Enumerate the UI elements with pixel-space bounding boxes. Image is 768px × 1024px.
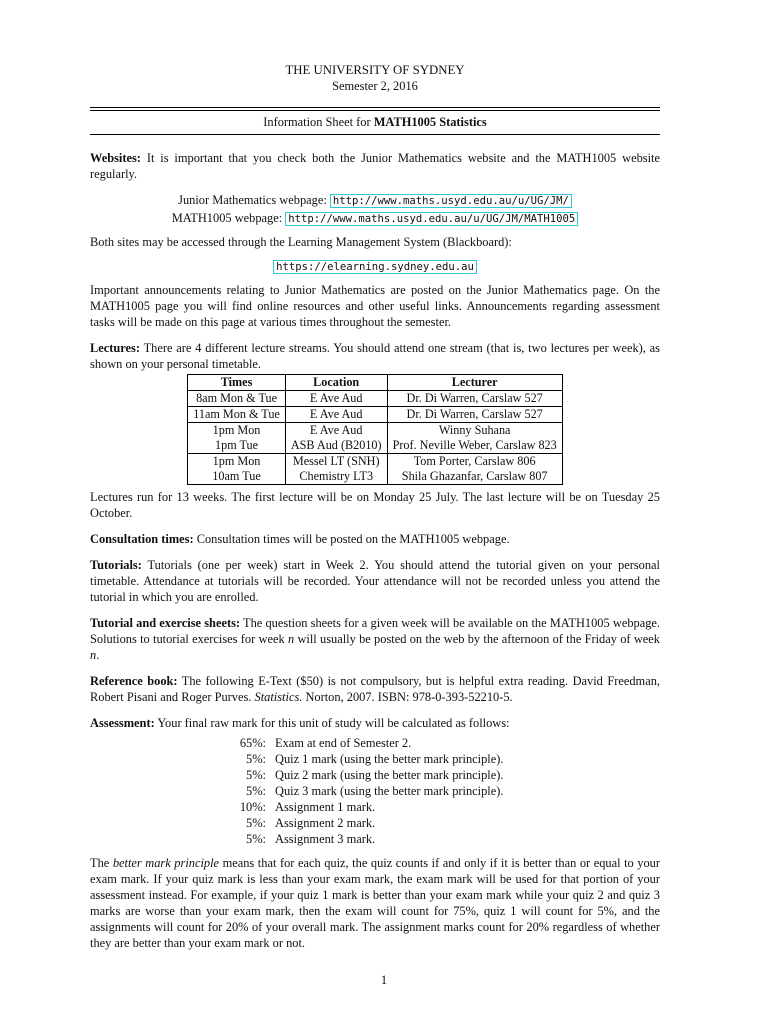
list-item	[222, 799, 660, 815]
assessment-description: Exam at end of Semester 2.	[275, 736, 412, 750]
assessment-description: Quiz 1 mark (using the better mark principle).	[275, 752, 504, 766]
lms-link-row	[90, 258, 660, 276]
assessment-weight: 5%:	[246, 752, 266, 766]
cell-location: E Ave Aud	[285, 423, 387, 439]
cell-times: 1pm Mon	[188, 423, 286, 439]
table-row	[188, 454, 562, 470]
column-header-lecturer: Lecturer	[387, 375, 562, 391]
assessment-description: Quiz 2 mark (using the better mark principle).	[275, 768, 504, 782]
document-page	[90, 62, 660, 961]
sheets-text-b: will usually be posted on the web by the afternoon of the Friday of week	[294, 632, 660, 646]
sheets-text-c: .	[96, 648, 100, 662]
cell-location: ASB Aud (B2010)	[285, 438, 387, 454]
link-row-math1005	[90, 210, 660, 228]
cell-lecturer: Shila Ghazanfar, Carslaw 807	[387, 469, 562, 485]
better-mark-paragraph	[90, 855, 660, 951]
assessment-description: Assignment 3 mark.	[275, 832, 376, 846]
list-item	[222, 815, 660, 831]
assessment-description: Assignment 1 mark.	[275, 800, 376, 814]
cell-lecturer: Winny Suhana	[387, 423, 562, 439]
sheets-text-a: The question sheets for a given week will be available on the MATH1005 webpage. Solutions to tutorial exercises for week	[90, 616, 661, 646]
column-header-times: Times	[188, 375, 286, 391]
reference-text-a: The following E-Text ($50) is not compulsory, but is helpful extra reading. David Freedman, Robert Pisani and Roger Purves.	[90, 674, 660, 704]
assessment-paragraph	[90, 715, 660, 731]
cell-times: 10am Tue	[188, 469, 286, 485]
cell-times: 8am Mon & Tue	[188, 391, 286, 407]
cell-location: E Ave Aud	[285, 407, 387, 423]
reference-text-b: Norton, 2007. ISBN: 978-0-393-52210-5.	[302, 690, 513, 704]
assessment-text: Your final raw mark for this unit of study will be calculated as follows:	[157, 716, 510, 730]
assessment-description: Assignment 2 mark.	[275, 816, 376, 830]
info-prefix: Information Sheet for	[263, 115, 374, 129]
lms-link[interactable]: https://elearning.sydney.edu.au	[273, 260, 477, 274]
tutorials-paragraph	[90, 557, 660, 605]
link-row-jm	[90, 192, 660, 210]
top-rule	[90, 107, 660, 108]
list-item	[222, 831, 660, 847]
consultation-paragraph	[90, 531, 660, 547]
reference-paragraph	[90, 673, 660, 705]
sheets-heading: Tutorial and exercise sheets:	[90, 616, 241, 630]
tutorials-heading: Tutorials:	[90, 558, 142, 572]
lectures-paragraph	[90, 340, 660, 372]
cell-location: E Ave Aud	[285, 391, 387, 407]
websites-paragraph	[90, 150, 660, 182]
cell-times: 1pm Mon	[188, 454, 286, 470]
math1005-link-label: MATH1005 webpage:	[171, 211, 286, 225]
tutorials-text: Tutorials (one per week) start in Week 2. You should attend the tutorial given on your personal timetable. Attendance at tutorials will be recorded. Your attendance will not be recorded unless you attend the tutorial in which you are enrolled.	[90, 558, 660, 604]
lecture-table	[187, 374, 562, 485]
lectures-heading: Lectures:	[90, 341, 141, 355]
assessment-description: Quiz 3 mark (using the better mark principle).	[275, 784, 504, 798]
assessment-list	[222, 735, 660, 847]
course-name: MATH1005 Statistics	[373, 115, 487, 129]
cell-lecturer: Dr. Di Warren, Carslaw 527	[387, 407, 562, 423]
cell-location: Chemistry LT3	[285, 469, 387, 485]
cell-lecturer: Dr. Di Warren, Carslaw 527	[387, 391, 562, 407]
consultation-text: Consultation times will be posted on the MATH1005 webpage.	[196, 532, 510, 546]
info-sheet-title	[90, 110, 660, 135]
assessment-weight: 5%:	[246, 816, 266, 830]
table-row	[188, 469, 562, 485]
university-name: THE UNIVERSITY OF SYDNEY	[285, 63, 465, 77]
week-variable: n	[90, 648, 97, 662]
principle-text-a: The	[90, 856, 113, 870]
list-item	[222, 751, 660, 767]
jm-link-label: Junior Mathematics webpage:	[178, 193, 330, 207]
announcements-paragraph: Important announcements relating to Junior Mathematics are posted on the Junior Mathematics page. On the MATH1005 page you will find online resources and other useful links. Announcements regarding assessment tasks will be made on this page at various times throughout the semester.	[90, 283, 660, 329]
principle-text-b: means that for each quiz, the quiz counts if and only if it is better than or equal to your exam mark. If your quiz mark is less than your exam mark, the exam mark will be used for that portion of your assessment instead. For example, if your quiz 1 mark is better than your exam mark while your quiz 2 and quiz 3 marks are worse than your exam mark, then the exam will count for 75%, quiz 1 will count for 5%, and the assignments will count for 20% of your overall mark. The assignment marks count for 20% regardless of whether they are better than your exam mark or not.	[90, 856, 661, 950]
cell-location: Messel LT (SNH)	[285, 454, 387, 470]
table-row	[188, 438, 562, 454]
assessment-weight: 10%:	[239, 800, 266, 814]
lectures-schedule-text: Lectures run for 13 weeks. The first lecture will be on Monday 25 July. The last lecture will be on Tuesday 25 October.	[90, 490, 660, 520]
assessment-weight: 5%:	[246, 784, 266, 798]
reference-heading: Reference book:	[90, 674, 178, 688]
week-variable: n	[287, 632, 295, 646]
book-title: Statistics.	[254, 690, 303, 704]
lectures-text: There are 4 different lecture streams. You should attend one stream (that is, two lectures per week), as shown on your personal timetable.	[90, 341, 660, 371]
page-number: 1	[380, 973, 388, 987]
lms-text: Both sites may be accessed through the Learning Management System (Blackboard):	[90, 235, 512, 249]
websites-text: It is important that you check both the Junior Mathematics website and the MATH1005 website regularly.	[90, 151, 660, 181]
list-item	[222, 783, 660, 799]
consultation-heading: Consultation times:	[90, 532, 194, 546]
column-header-location: Location	[285, 375, 387, 391]
table-row	[188, 423, 562, 439]
assessment-weight: 65%:	[239, 736, 266, 750]
assessment-heading: Assessment:	[90, 716, 155, 730]
assessment-weight: 5%:	[246, 832, 266, 846]
assessment-weight: 5%:	[246, 768, 266, 782]
cell-times: 11am Mon & Tue	[188, 407, 286, 423]
cell-lecturer: Prof. Neville Weber, Carslaw 823	[387, 438, 562, 454]
websites-heading: Websites:	[90, 151, 141, 165]
list-item	[222, 735, 660, 751]
website-links	[90, 192, 660, 228]
math1005-webpage-link[interactable]: http://www.maths.usyd.edu.au/u/UG/JM/MATH1005	[285, 212, 578, 226]
list-item	[222, 767, 660, 783]
semester-label: Semester 2, 2016	[332, 79, 418, 93]
cell-times: 1pm Tue	[188, 438, 286, 454]
principle-term: better mark principle	[112, 856, 220, 870]
table-row	[188, 391, 562, 407]
sheets-paragraph	[90, 615, 660, 663]
cell-lecturer: Tom Porter, Carslaw 806	[387, 454, 562, 470]
jm-webpage-link[interactable]: http://www.maths.usyd.edu.au/u/UG/JM/	[330, 194, 572, 208]
table-row	[188, 407, 562, 423]
